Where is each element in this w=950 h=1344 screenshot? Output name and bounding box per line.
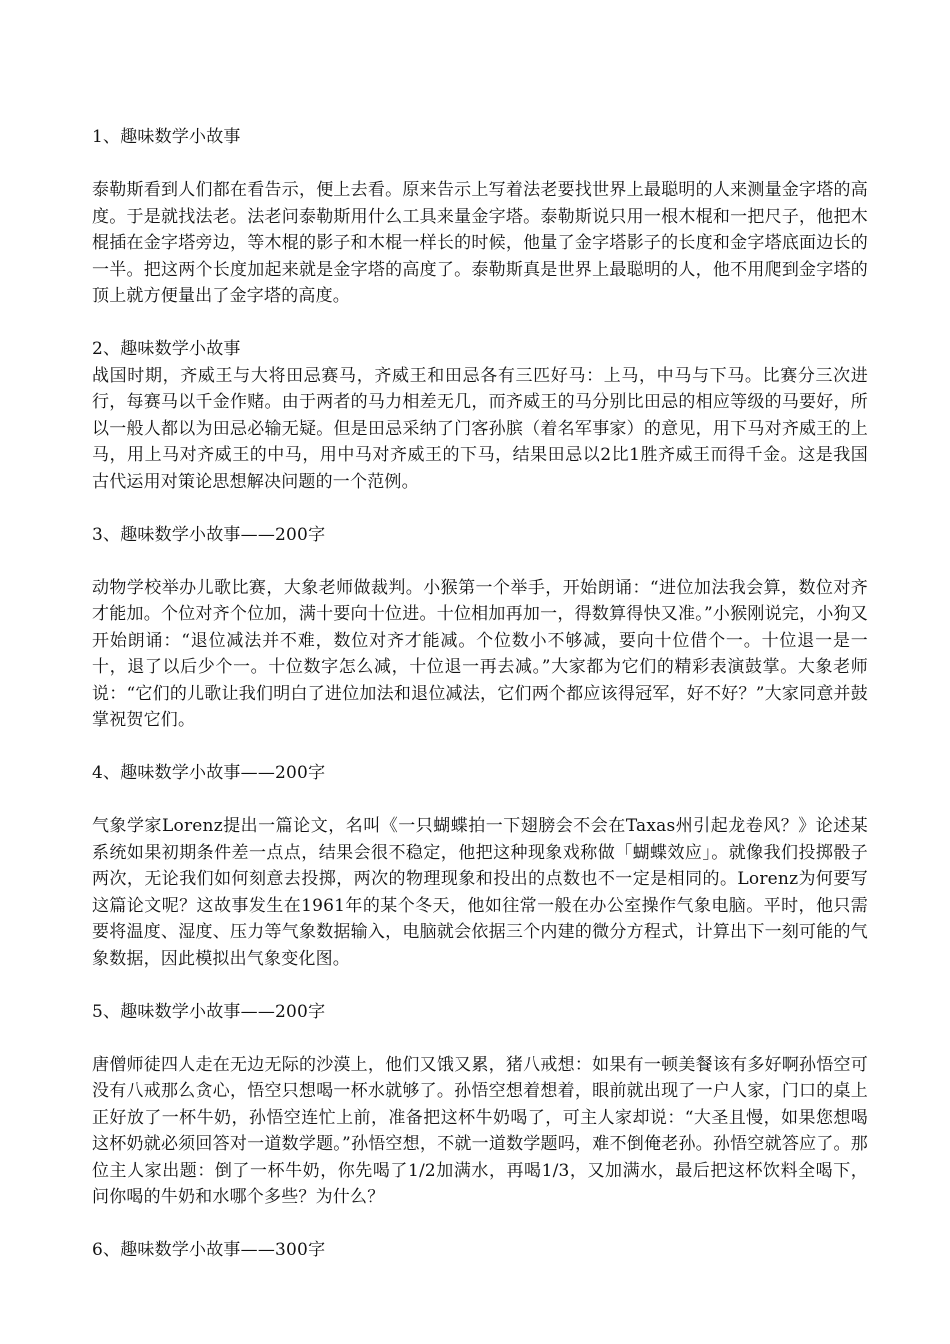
section-1-title: 1、趣味数学小故事 xyxy=(92,127,241,147)
section-1-body: 泰勒斯看到人们都在看告示，便上去看。原来告示上写着法老要找世界上最聪明的人来测量金字塔的高度。于是就找法老。法老问泰勒斯用什么工具来量金字塔。泰勒斯说只用一根木棍和一把尺子，他把木棍插在金字塔旁边，等木棍的影子和木棍一样长的时候，他量了金字塔影子的长度和金字塔底面边长的一半。把这两个长度加起来就是金字塔的高度了。泰勒斯真是世界上最聪明的人，他不用爬到金字塔的顶上就方便量出了金字塔的高度。 xyxy=(92,180,868,306)
spacer xyxy=(92,972,868,999)
spacer xyxy=(92,1211,868,1238)
section-4-body: 气象学家Lorenz提出一篇论文，名叫《一只蝴蝶拍一下翅膀会不会在Taxas州引起龙卷风？》论述某系统如果初期条件差一点点，结果会很不稳定，他把这种现象戏称做「蝴蝶效应」。就像我们投掷骰子两次，无论我们如何刻意去投掷，两次的物理现象和投出的点数也不一定是相同的。Lorenz为何要写这篇论文呢？这故事发生在1961年的某个冬天，他如往常一般在办公室操作气象电脑。平时，他只需要将温度、湿度、压力等气象数据输入，电脑就会依据三个内建的微分方程式，计算出下一刻可能的气象数据，因此模拟出气象变化图。 xyxy=(92,816,868,969)
spacer xyxy=(92,548,868,575)
spacer xyxy=(92,1025,868,1052)
document-content xyxy=(92,124,868,1264)
section-2-title: 2、趣味数学小故事 xyxy=(92,339,241,359)
spacer xyxy=(92,310,868,337)
section-5-body: 唐僧师徒四人走在无边无际的沙漠上，他们又饿又累，猪八戒想：如果有一顿美餐该有多好啊孙悟空可没有八戒那么贪心，悟空只想喝一杯水就够了。孙悟空想着想着，眼前就出现了一户人家，门口的桌上正好放了一杯牛奶，孙悟空连忙上前，准备把这杯牛奶喝了，可主人家却说：“大圣且慢，如果您想喝这杯奶就必须回答对一道数学题。”孙悟空想，不就一道数学题吗，难不倒俺老孙。孙悟空就答应了。那位主人家出题：倒了一杯牛奶，你先喝了1/2加满水，再喝1/3，又加满水，最后把这杯饮料全喝下，问你喝的牛奶和水哪个多些？为什么？ xyxy=(92,1054,868,1207)
spacer xyxy=(92,151,868,178)
section-3-title: 3、趣味数学小故事——200字 xyxy=(92,524,326,545)
section-2-body: 战国时期，齐威王与大将田忌赛马，齐威王和田忌各有三匹好马：上马，中马与下马。比赛分三次进行，每赛马以千金作赌。由于两者的马力相差无几，而齐威王的马分别比田忌的相应等级的马要好，所以一般人都以为田忌必输无疑。但是田忌采纳了门客孙膑（着名军事家）的意见，用下马对齐威王的上马，用上马对齐威王的中马，用中马对齐威王的下马，结果田忌以2比1胜齐威王而得千金。这是我国古代运用对策论思想解决问题的一个范例。 xyxy=(92,365,868,492)
spacer xyxy=(92,495,868,522)
section-3-body: 动物学校举办儿歌比赛，大象老师做裁判。小猴第一个举手，开始朗诵：“进位加法我会算，数位对齐才能加。个位对齐个位加，满十要向十位进。十位相加再加一，得数算得快又准。”小猴刚说完，小狗又开始朗诵：“退位减法并不难，数位对齐才能减。个位数小不够减，要向十位借个一。十位退一是一十，退了以后少个一。十位数字怎么减，十位退一再去减。”大家都为它们的精彩表演鼓掌。大象老师说：“它们的儿歌让我们明白了进位加法和退位减法，它们两个都应该得冠军，好不好？”大家同意并鼓掌祝贺它们。 xyxy=(92,577,868,730)
spacer xyxy=(92,787,868,814)
section-5-title: 5、趣味数学小故事——200字 xyxy=(92,1001,326,1022)
section-6-title: 6、趣味数学小故事——300字 xyxy=(92,1240,326,1260)
spacer xyxy=(92,734,868,761)
section-4-title: 4、趣味数学小故事——200字 xyxy=(92,763,326,783)
